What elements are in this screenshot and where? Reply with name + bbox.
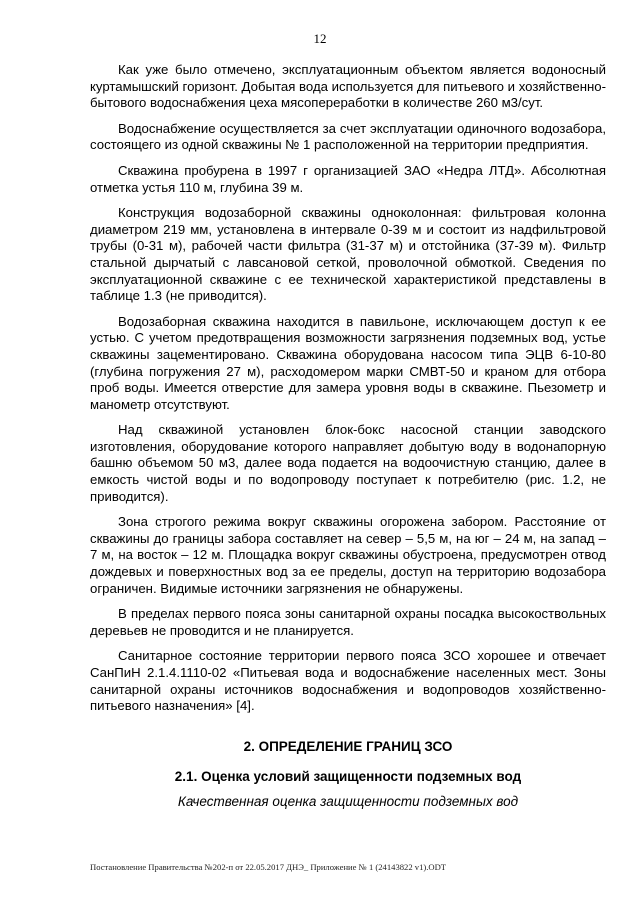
- paragraph: Конструкция водозаборной скважины одноколонная: фильтровая колонна диаметром 219 мм, установлена в интервале 0-39 м и состоит из надфильтровой трубы (0-31 м), рабочей части фильтра (31-37 м) и отстойника (37-39 м). Фильтр стальной дырчатый с лавсановой сеткой, проволочной обмоткой. Сведения по эксплуатационной скважине с ее технической характеристикой представлены в таблице 1.3 (не приводится).: [90, 205, 606, 304]
- paragraph: Санитарное состояние территории первого пояса ЗСО хорошее и отвечает СанПиН 2.1.4.1110-02 «Питьевая вода и водоснабжение населенных мест. Зоны санитарной охраны источников водоснабжения и водопроводов хозяйственно-питьевого назначения» [4].: [90, 648, 606, 714]
- paragraph: Как уже было отмечено, эксплуатационным объектом является водоносный куртамышский горизонт. Добытая вода используется для питьевого и хозяйственно-бытового водоснабжения цеха мясопереработки в количестве 260 м3/сут.: [90, 62, 606, 111]
- section-heading: 2. ОПРЕДЕЛЕНИЕ ГРАНИЦ ЗСО: [243, 738, 453, 754]
- paragraph: Над скважиной установлен блок-бокс насосной станции заводского изготовления, оборудование которого направляет добытую воду в водонапорную башню объемом 50 м3, далее вода подается на водоочистную станцию, далее в емкость чистой воды и по водопроводу поступает к потребителю (рис. 1.2, не приводится).: [90, 422, 606, 504]
- paragraph: Водозаборная скважина находится в павильоне, исключающем доступ к ее устью. С учетом предотвращения возможности загрязнения подземных вод, устье скважины зацементировано. Скважина оборудована насосом типа ЭЦВ 6-10-80 (глубина погружения 27 м), расходомером марки СМВТ-50 и краном для отбора проб воды. Имеется отверстие для замера уровня воды в скважине. Пьезометр и манометр отсутствуют.: [90, 313, 606, 412]
- page-number: 12: [313, 31, 327, 46]
- paragraph: Зона строгого режима вокруг скважины огорожена забором. Расстояние от скважины до границы забора составляет на север – 5,5 м, на юг – 24 м, на запад – 7 м, на восток – 12 м. Площадка вокруг скважины обустроена, предусмотрен отвод дождевых и поверхностных вод за ее пределы, доступ на территорию водозабора ограничен. Видимые источники загрязнения не обнаружены.: [90, 514, 606, 596]
- subsection-heading: 2.1. Оценка условий защищенности подземных вод: [174, 769, 522, 785]
- document-footer: Постановление Правительства №202-п от 22.05.2017 ДНЭ_ Приложение № 1 (24143822 v1).ODT: [90, 862, 447, 872]
- paragraph: В пределах первого пояса зоны санитарной охраны посадка высокоствольных деревьев не проводится и не планируется.: [90, 606, 606, 638]
- document-body: [90, 62, 606, 811]
- paragraph: Скважина пробурена в 1997 г организацией ЗАО «Недра ЛТД». Абсолютная отметка устья 110 м, глубина 39 м.: [90, 162, 606, 195]
- paragraph: Водоснабжение осуществляется за счет эксплуатации одиночного водозабора, состоящего из одной скважины № 1 расположенной на территории предприятия.: [90, 120, 606, 153]
- subsubsection-heading: Качественная оценка защищенности подземных вод: [177, 793, 519, 809]
